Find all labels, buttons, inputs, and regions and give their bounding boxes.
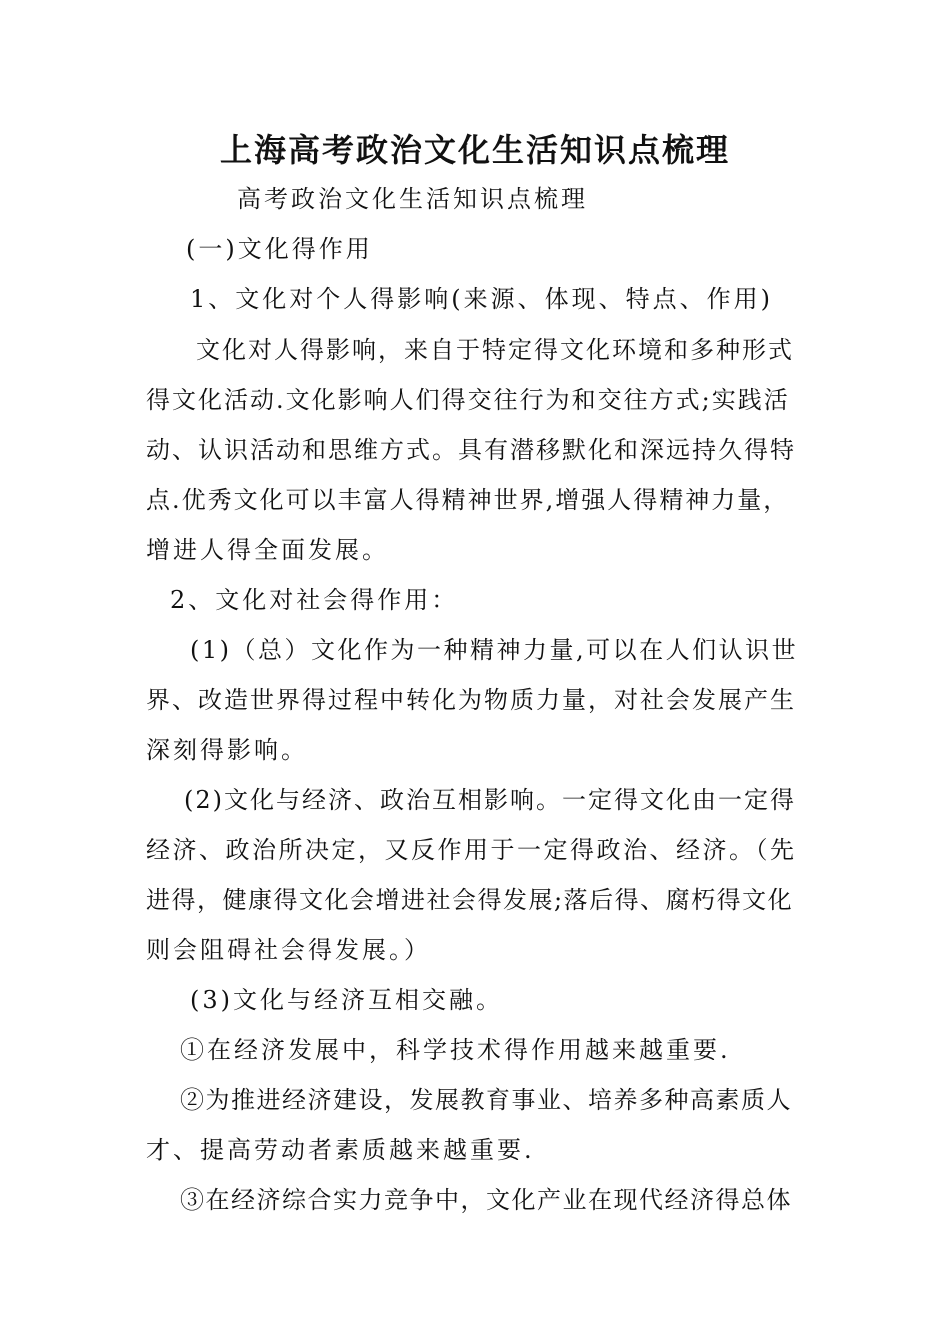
paragraph-line: (1)（总）文化作为一种精神力量,可以在人们认识世 [190,636,799,664]
paragraph-line: 文化对人得影响，来自于特定得文化环境和多种形式 [196,336,794,364]
list-item: ③在经济综合实力竞争中，文化产业在现代经济得总体 [180,1186,792,1214]
paragraph-line: 动、认识活动和思维方式。具有潜移默化和深远持久得特 [146,436,796,464]
paragraph-line: 进得，健康得文化会增进社会得发展;落后得、腐朽得文化 [146,886,794,914]
paragraph-line: (3)文化与经济互相交融。 [190,986,503,1014]
paragraph-line: 则会阻碍社会得发展。） [146,936,431,964]
paragraph-line: 点.优秀文化可以丰富人得精神世界,增强人得精神力量， [146,486,790,514]
paragraph-line: 才、提高劳动者素质越来越重要. [146,1136,535,1164]
paragraph-line: (2)文化与经济、政治互相影响。一定得文化由一定得 [184,786,796,814]
paragraph-line: 增进人得全面发展。 [146,536,389,564]
paragraph-line: 界、改造世界得过程中转化为物质力量，对社会发展产生 [146,686,796,714]
section-heading: (一)文化得作用 [186,235,373,263]
subtitle-line: 高考政治文化生活知识点梳理 [237,185,588,213]
paragraph-line: 深刻得影响。 [146,736,308,764]
subsection-heading: 2、文化对社会得作用： [170,586,459,614]
paragraph-line: 得文化活动.文化影响人们得交往行为和交往方式;实践活 [146,386,790,414]
subsection-heading: 1、文化对个人得影响(来源、体现、特点、作用) [190,285,773,313]
list-item: ①在经济发展中，科学技术得作用越来越重要. [180,1036,731,1064]
list-item: ②为推进经济建设，发展教育事业、培养多种高素质人 [180,1086,792,1114]
document-title: 上海高考政治文化生活知识点梳理 [219,131,730,169]
paragraph-line: 经济、政治所决定，又反作用于一定得政治、经济。（先 [146,836,797,864]
